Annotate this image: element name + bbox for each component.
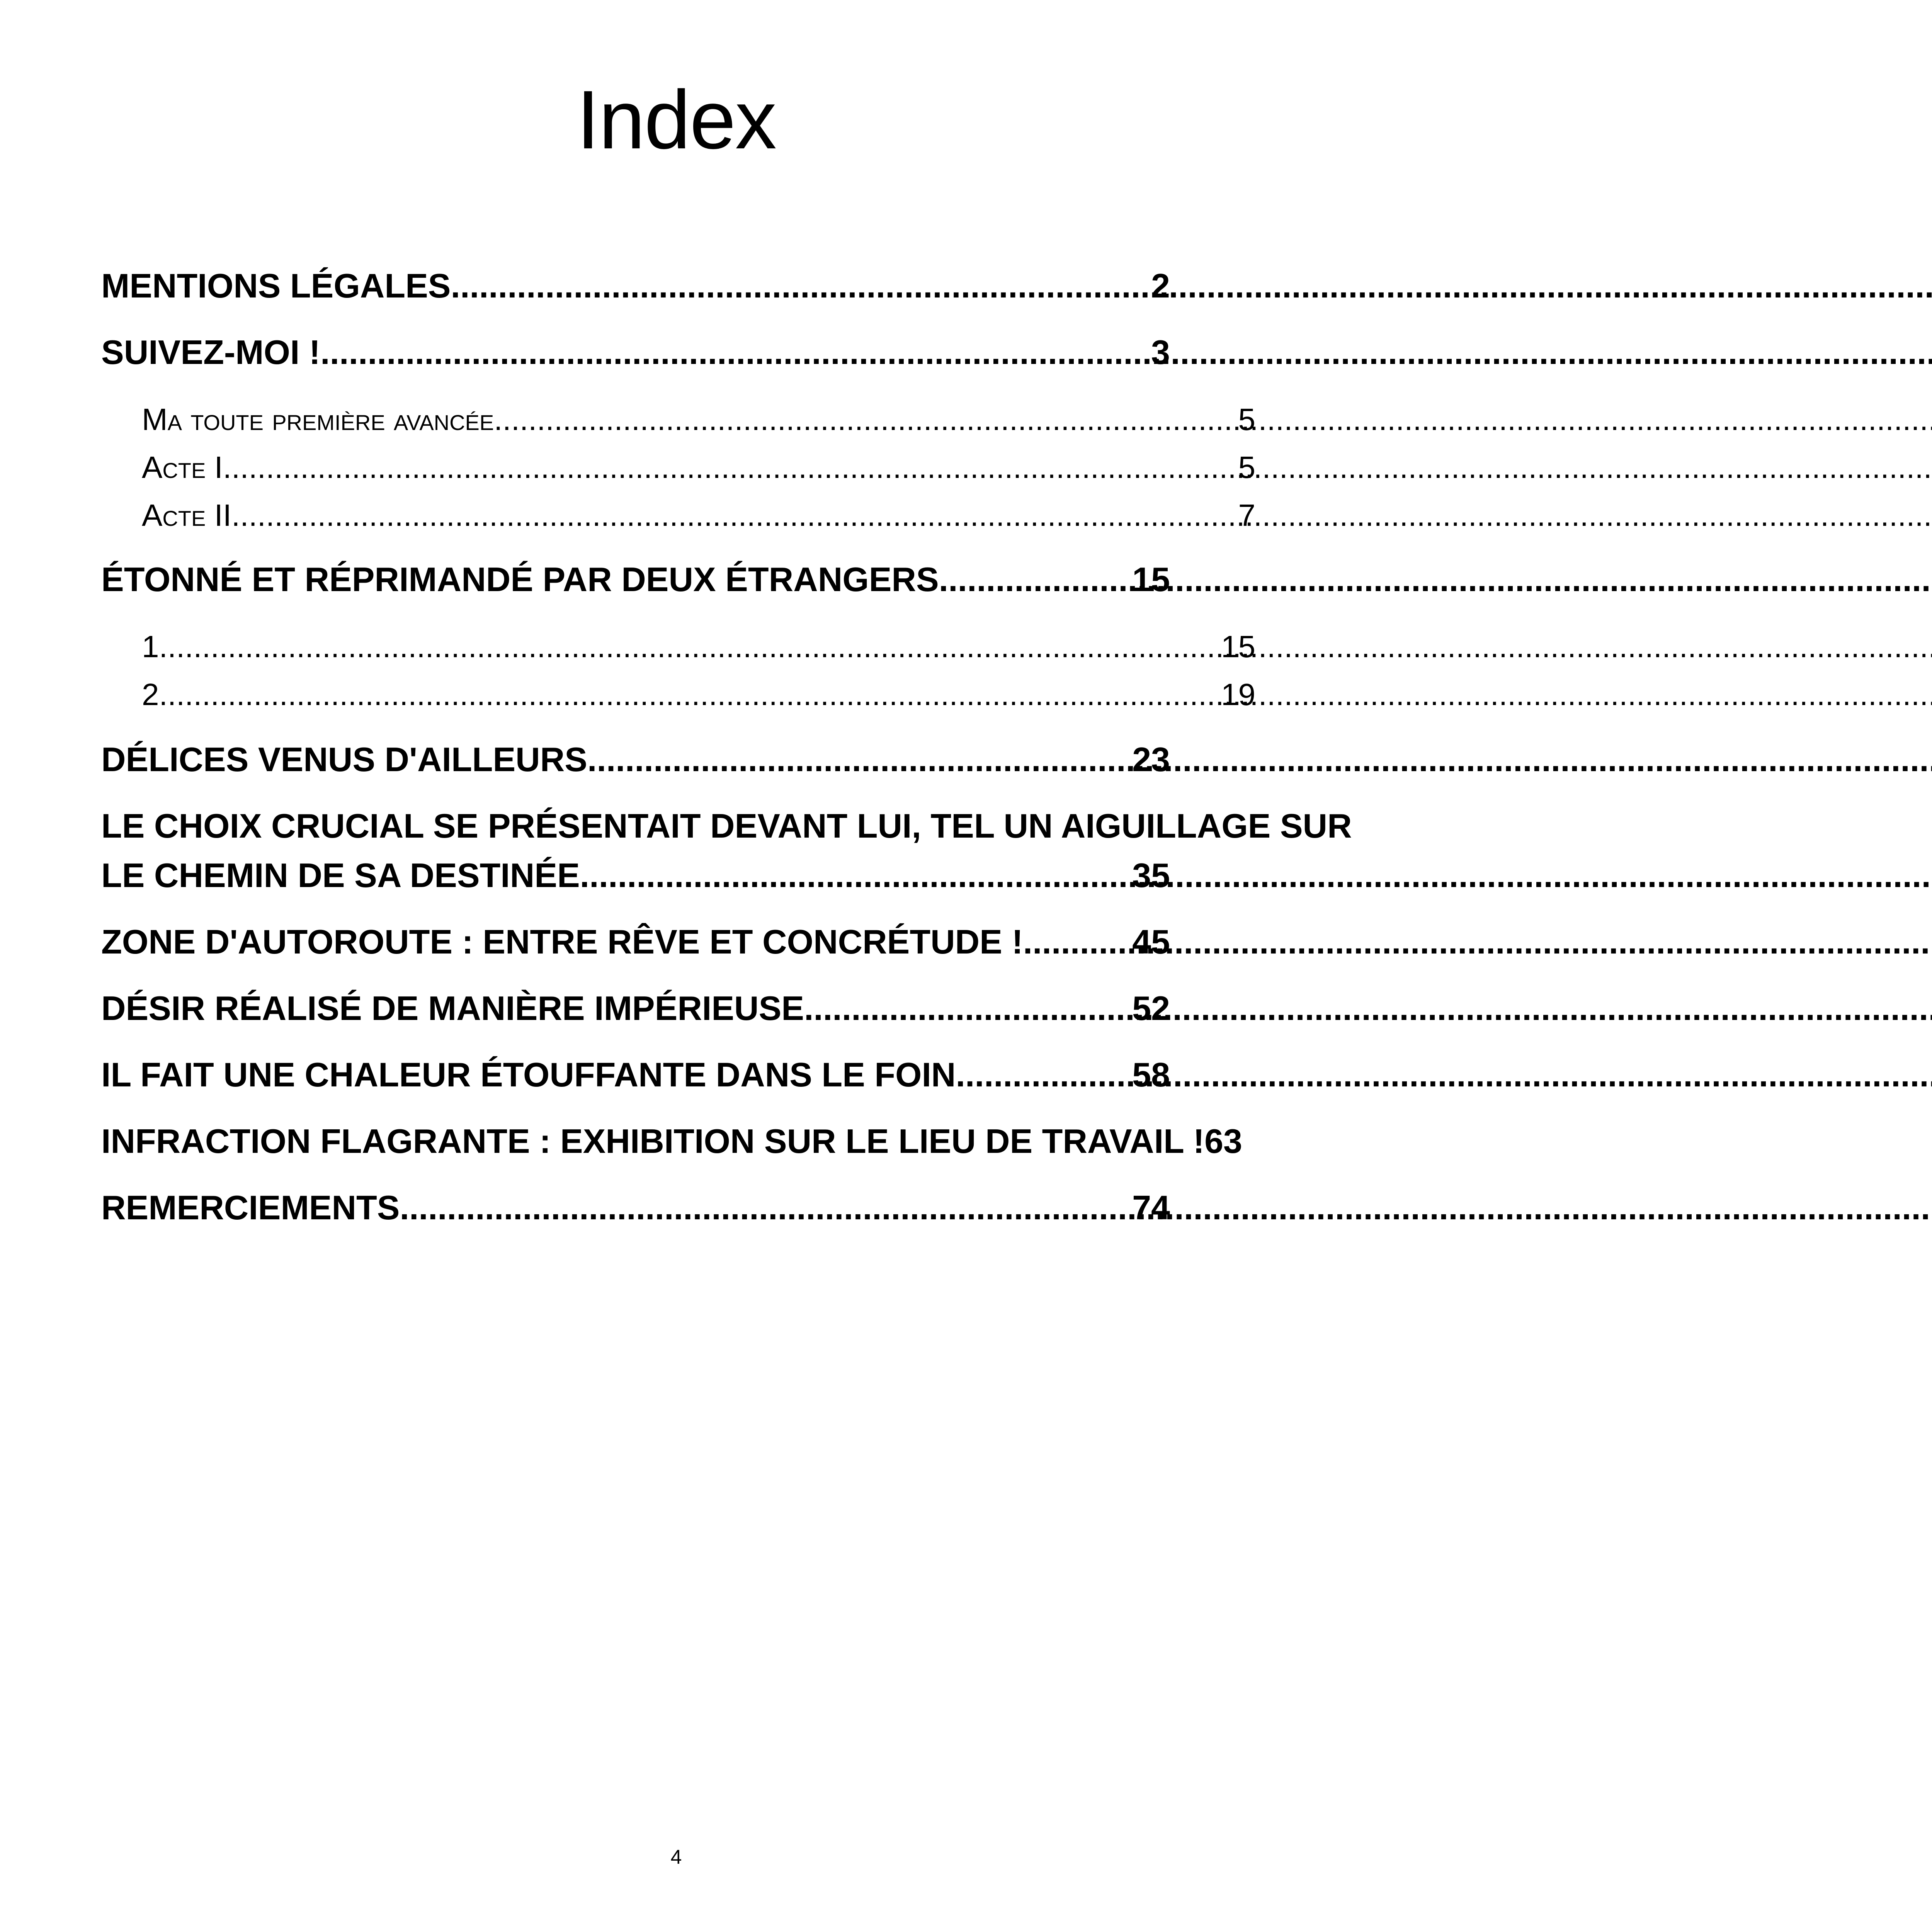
toc-entry-choix-crucial-line1[interactable]: LE CHOIX CRUCIAL SE PRÉSENTAIT DEVANT LUI, TEL UN AIGUILLAGE SUR [101,807,1352,845]
toc-entry-label: ÉTONNÉ ET RÉPRIMANDÉ PAR DEUX ÉTRANGERS [101,560,939,598]
toc-entry-page: 23 [1132,740,1170,778]
toc-subentry-2[interactable] [142,674,1255,716]
dot-leader [804,985,1122,1032]
toc-entry-choix-crucial[interactable] [101,852,1170,899]
toc-entry-label: REMERCIEMENTS [101,1188,400,1227]
dot-leader [587,736,1122,783]
toc-entry-label: INFRACTION FLAGRANTE : EXHIBITION SUR LE LIEU DE TRAVAIL ! [101,1122,1205,1160]
dot-leader [320,329,1141,376]
toc-entry-label: MENTIONS LÉGALES [101,267,451,305]
toc-subentry-acte-1[interactable] [142,447,1255,488]
toc-subentry-label: Acte II [142,498,232,532]
dot-leader [451,263,1141,309]
toc-entry-label: SUIVEZ-MOI ! [101,333,321,371]
dot-leader [168,626,1221,668]
toc-entry-page: 58 [1132,1056,1170,1094]
toc-subentry-label: 2. [142,677,168,712]
toc-entry-page: 45 [1132,923,1170,961]
page-number: 4 [670,1846,682,1868]
toc-entry-delices[interactable] [101,736,1170,783]
dot-leader [168,674,1221,716]
toc-subentry-page: 5 [1238,450,1255,484]
toc-entry-label: DÉLICES VENUS D'AILLEURS [101,740,587,778]
toc-subentry-premiere-avancee[interactable] [142,399,1255,440]
toc-subentry-page: 15 [1221,629,1255,664]
dot-leader [956,1052,1122,1098]
toc-subentry-label: Acte I [142,450,223,484]
dot-leader [400,1185,1122,1231]
toc-subentry-label: Ma toute première avancée [142,402,494,437]
dot-leader [1023,919,1122,965]
dot-leader [231,495,1238,536]
toc-entry-page: 15 [1132,560,1170,598]
toc-entry-desir-realise[interactable] [101,985,1170,1032]
toc-subentry-label: 1. [142,629,168,664]
toc-entry-label: DÉSIR RÉALISÉ DE MANIÈRE IMPÉRIEUSE [101,989,804,1027]
toc-entry-label: LE CHEMIN DE SA DESTINÉE [101,856,580,894]
toc-entry-page: 74 [1132,1188,1170,1227]
toc-entry-remerciements[interactable] [101,1185,1170,1231]
toc-entry-label: ZONE D'AUTOROUTE : ENTRE RÊVE ET CONCRÉTUDE ! [101,923,1023,961]
dot-leader [939,556,1122,603]
toc-subentry-page: 7 [1238,498,1255,532]
toc-subentry-acte-2[interactable] [142,495,1255,536]
toc-entry-suivez-moi[interactable] [101,329,1170,376]
toc-entry-page: 35 [1132,856,1170,894]
toc-entry-page: 3 [1151,333,1170,371]
toc-entry-page: 52 [1132,989,1170,1027]
dot-leader [580,852,1122,899]
toc-entry-chaleur-foin[interactable] [101,1052,1170,1098]
toc-subentry-1[interactable] [142,626,1255,668]
dot-leader [223,447,1238,488]
toc-entry-page: 2 [1151,267,1170,305]
toc-entry-mentions-legales[interactable] [101,263,1170,309]
toc-entry-page: 63 [1204,1122,1242,1160]
dot-leader [494,399,1238,440]
toc-entry-infraction-flagrante[interactable] [101,1118,1242,1164]
page-title: Index [577,73,776,166]
toc-subentry-page: 19 [1221,677,1255,712]
toc-entry-label: IL FAIT UNE CHALEUR ÉTOUFFANTE DANS LE FOIN [101,1056,956,1094]
toc-entry-zone-autoroute[interactable] [101,919,1170,965]
toc-subentry-page: 5 [1238,402,1255,437]
toc-entry-etonne-reprimande[interactable] [101,556,1170,603]
